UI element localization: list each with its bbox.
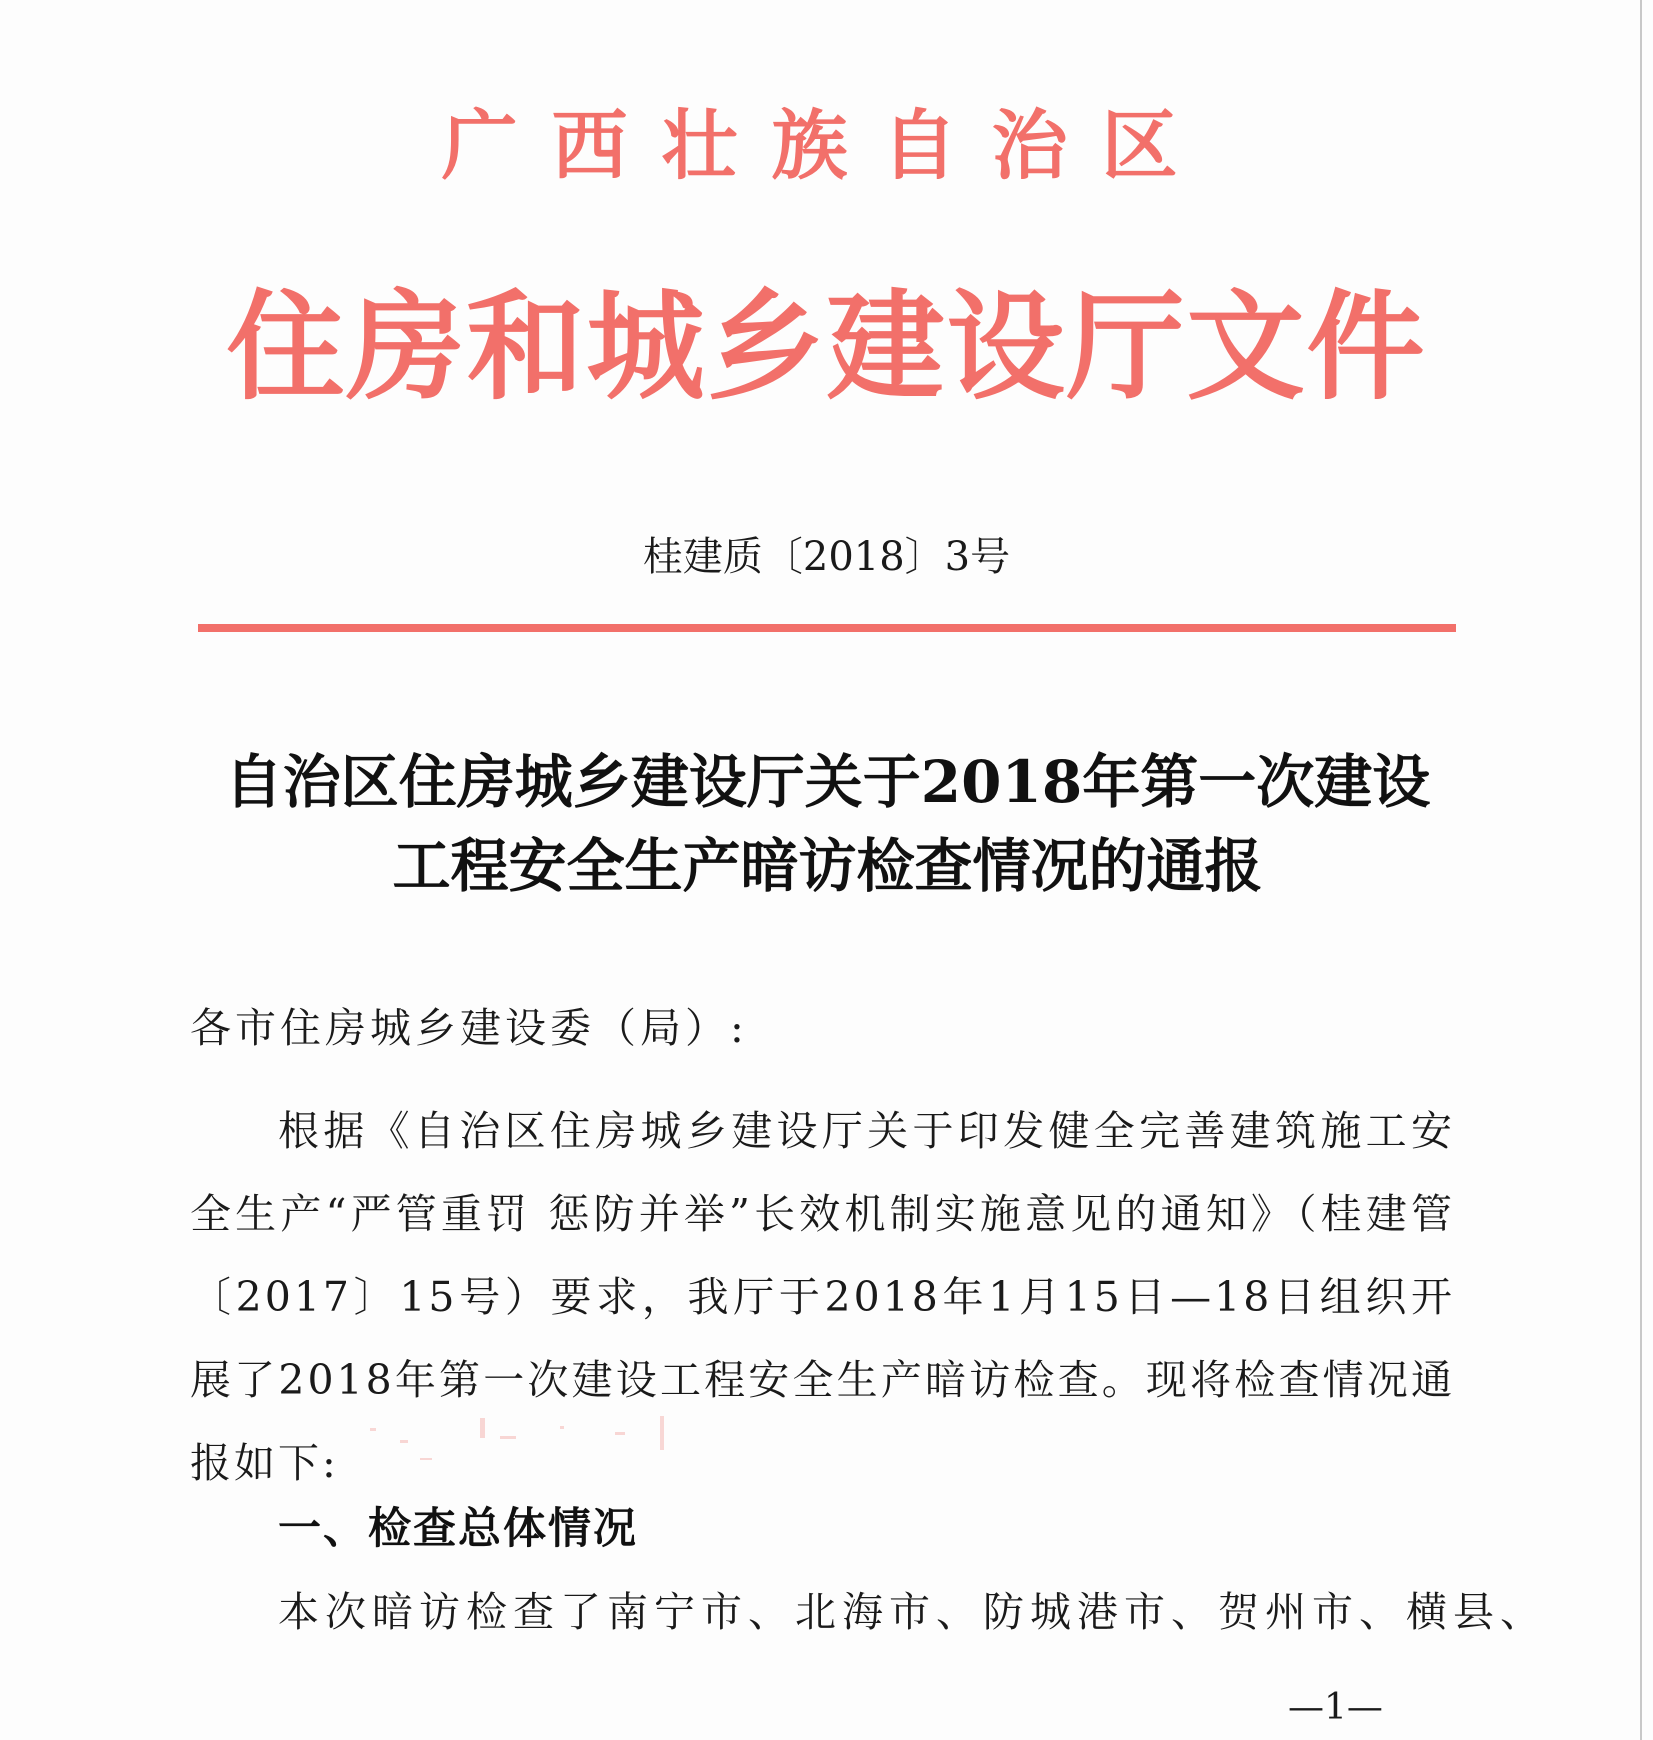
issuer-region: 广西壮族自治区 [441,101,1212,190]
title-line-2: 工程安全生产暗访检查情况的通报 [392,832,1263,900]
salutation: 各市住房城乡建设委（局）: [190,1004,748,1052]
faint-seal-mark [360,1408,720,1478]
issuer-department: 住房和城乡建设厅文件 [226,277,1427,416]
document-number: 桂建质〔2018〕3号 [642,534,1011,580]
document-title [190,740,1465,908]
section-paragraph-1: 本次暗访检查了南宁市、北海市、防城港市、贺州市、横县、 [278,1588,1547,1636]
red-divider-line [198,624,1456,632]
title-line-1: 自治区住房城乡建设厅关于2018年第一次建设 [224,748,1431,816]
section-heading-1: 一、检查总体情况 [278,1504,638,1554]
body-paragraph: 根据《自治区住房城乡建设厅关于印发健全完善建筑施工安全生产“严管重罚 惩防并举”长效机制实施意见的通知》（桂建管〔2017〕15号）要求，我厅于2018年1月15日—18日组织开展了2018年第一次建设工程安全生产暗访检查。现将检查情况通报如下: [190,1107,1455,1487]
scan-edge [1640,0,1642,1740]
page-number: —1— [1288,1687,1383,1728]
